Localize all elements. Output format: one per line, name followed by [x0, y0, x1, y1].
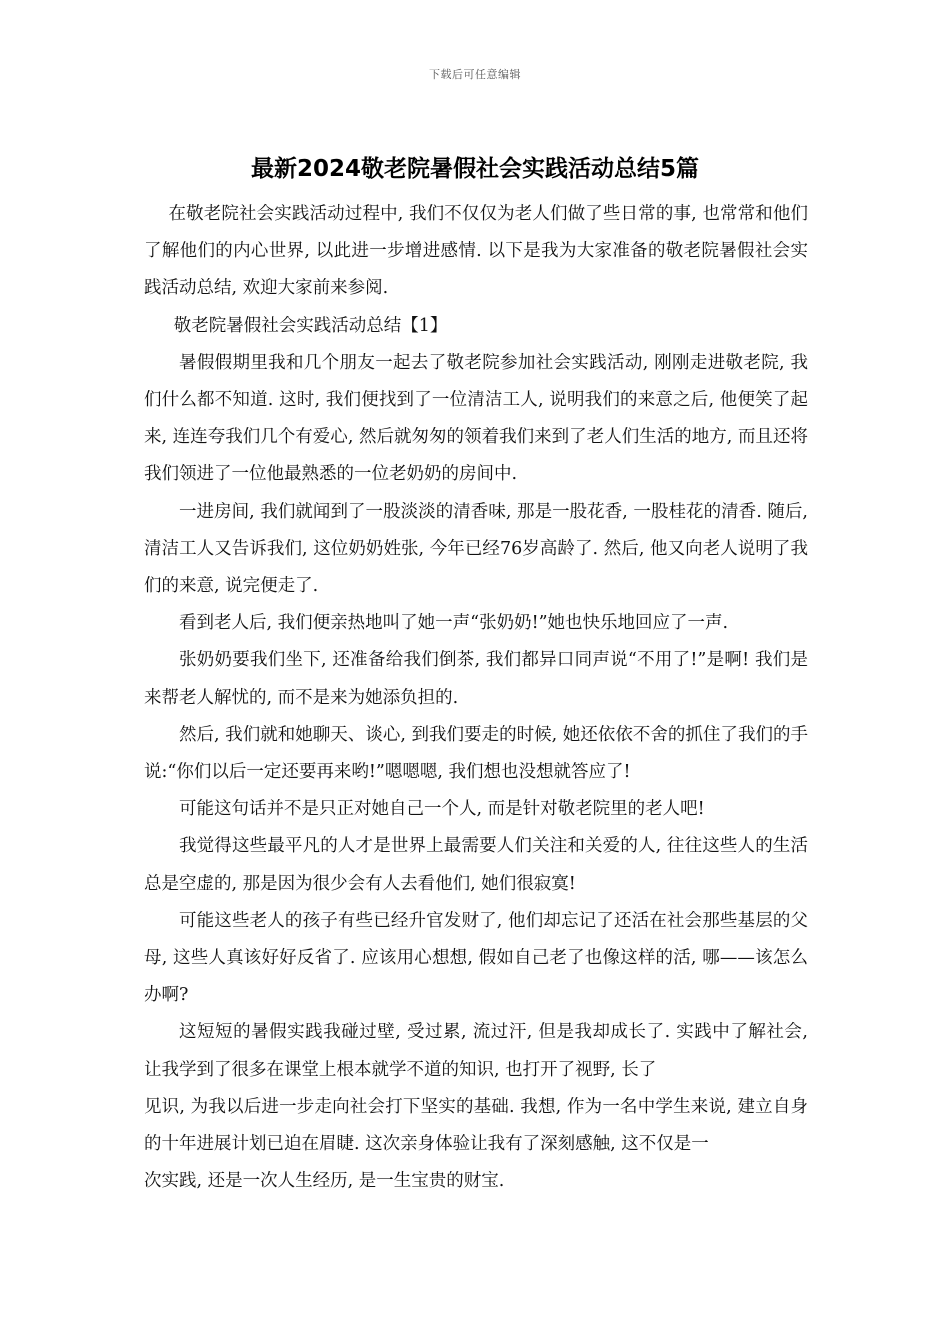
body-paragraph: 暑假假期里我和几个朋友一起去了敬老院参加社会实践活动, 刚刚走进敬老院, 我们什么都不知道. 这时, 我们便找到了一位清洁工人, 说明我们的来意之后, 他便笑了起来, 连连夸我们几个有爱心, 然后就匆匆的领着我们来到了老人们生活的地方, 而且还将我们领进了一位他最熟悉的一位老奶奶的房间中. — [144, 352, 808, 485]
document-body — [144, 196, 808, 1200]
header-note: 下载后可任意编辑 — [429, 68, 521, 81]
body-paragraph: 我觉得这些最平凡的人才是世界上最需要人们关注和关爱的人, 往往这些人的生活总是空虚的, 那是因为很少会有人去看他们, 她们很寂寞! — [144, 836, 808, 894]
body-paragraph: 然后, 我们就和她聊天、谈心, 到我们要走的时候, 她还依依不舍的抓住了我们的手说:“你们以后一定还要再来哟!”嗯嗯嗯, 我们想也没想就答应了! — [144, 724, 808, 783]
intro-paragraph: 在敬老院社会实践活动过程中, 我们不仅仅为老人们做了些日常的事, 也常常和他们了解他们的内心世界, 以此进一步增进感情. 以下是我为大家准备的敬老院暑假社会实践活动总结, 欢迎大家前来参阅. — [144, 204, 808, 299]
body-paragraph: 张奶奶要我们坐下, 还准备给我们倒茶, 我们都异口同声说“不用了!”是啊! 我们是来帮老人解忧的, 而不是来为她添负担的. — [144, 650, 808, 708]
body-paragraph: 看到老人后, 我们便亲热地叫了她一声“张奶奶!”她也快乐地回应了一声. — [179, 613, 729, 634]
document-title: 最新2024敬老院暑假社会实践活动总结5篇 — [250, 156, 700, 182]
section-heading: 敬老院暑假社会实践活动总结【1】 — [173, 315, 448, 336]
body-paragraph: 可能这些老人的孩子有些已经升官发财了, 他们却忘记了还活在社会那些基层的父母, 这些人真该好好反省了. 应该用心想想, 假如自己老了也像这样的活, 哪——该怎么办啊? — [144, 910, 808, 1006]
body-paragraph: 可能这句话并不是只正对她自己一个人, 而是针对敬老院里的老人吧! — [179, 799, 705, 820]
body-paragraph: 一进房间, 我们就闻到了一股淡淡的清香味, 那是一股花香, 一股桂花的清香. 随后, 清洁工人又告诉我们, 这位奶奶姓张, 今年已经76岁高龄了. 然后, 他又向老人说明了我们的来意, 说完便走了. — [144, 501, 808, 597]
body-paragraph: 这短短的暑假实践我碰过壁, 受过累, 流过汗, 但是我却成长了. 实践中了解社会, 让我学到了很多在课堂上根本就学不道的知识, 也打开了视野, 长了 — [144, 1022, 808, 1080]
body-paragraph-continued: 见识, 为我以后进一步走向社会打下坚实的基础. 我想, 作为一名中学生来说, 建立自身的十年进展计划已迫在眉睫. 这次亲身体验让我有了深刻感触, 这不仅是一 — [144, 1096, 808, 1155]
body-paragraph-continued: 次实践, 还是一次人生经历, 是一生宝贵的财宝. — [144, 1171, 505, 1192]
